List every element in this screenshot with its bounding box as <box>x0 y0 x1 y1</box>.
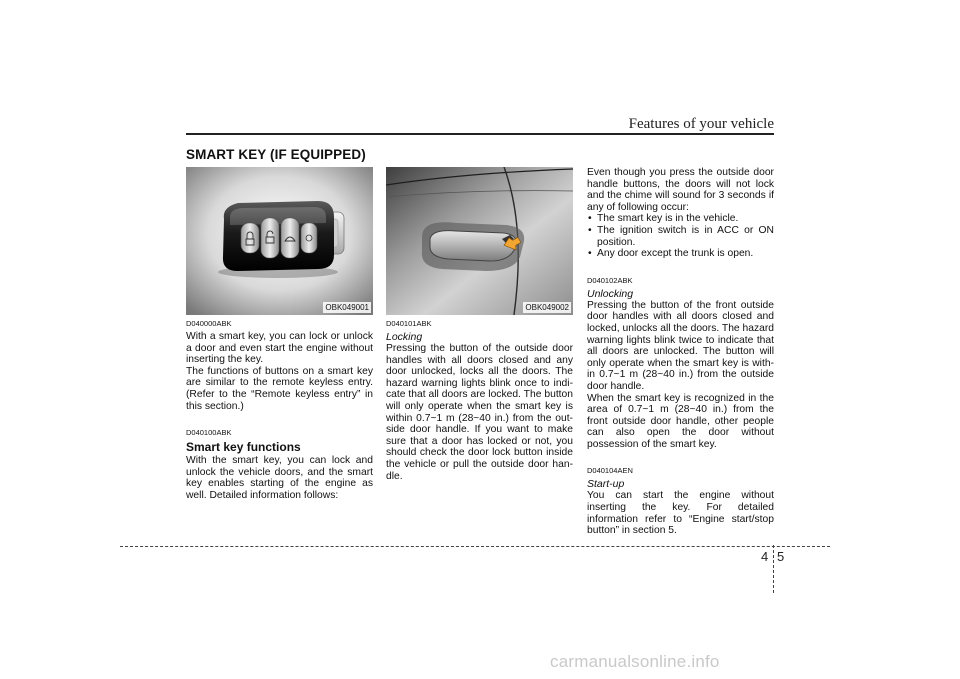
section-title: SMART KEY (IF EQUIPPED) <box>186 147 366 162</box>
ref-code: D040100ABK <box>186 428 232 438</box>
conditions-list <box>587 213 774 259</box>
ref-code: D040104AEN <box>587 466 633 476</box>
column-2 <box>386 167 573 482</box>
intro-paragraph: With a smart key, you can lock or unlock a door and even start the engine without inserting the key. <box>186 331 373 366</box>
smart-key-functions-heading: Smart key functions <box>186 440 301 455</box>
start-up-heading: Start-up <box>587 478 625 491</box>
ref-code: D040000ABK <box>186 319 232 328</box>
locking-paragraph: Pressing the button of the outside door handles with all doors closed and any door unlocked, locks all the doors. The hazard warning lights blink once to indi-cate that all doors are locked. The button will only operate when the smart key is within 0.7~1 m (28~40 in.) from the out-side door handle. If you want to make sure that a door has locked or not, you should check the door lock button inside the vehicle or pull the outside door han-dle. <box>386 343 573 482</box>
conditions-intro: Even though you press the outside door handle buttons, the doors will not lock and the chime will sound for 3 seconds if any of following occur: <box>587 167 774 213</box>
start-up-paragraph: You can start the engine without inserting the key. For detailed information refer to “Engine start/stop button” in section 5. <box>587 490 774 537</box>
header-rule <box>186 133 774 135</box>
chapter-number: 4 <box>761 549 769 564</box>
list-item: • Any door except the trunk is open. <box>587 248 774 260</box>
functions-paragraph: The functions of buttons on a smart key are similar to the remote keyless entry. (Refer to the “Remote keyless entry” in this section.) <box>186 365 373 412</box>
unlocking-note-paragraph: When the smart key is recognized in the area of 0.7~1 m (28~40 in.) from the front outside door handle, other people can also open the door without possession of the smart key. <box>587 392 774 450</box>
list-item: • The smart key is in the vehicle. <box>587 213 774 225</box>
door-handle-illustration <box>386 167 573 315</box>
column-3 <box>587 167 774 537</box>
smart-key-illustration <box>186 167 373 315</box>
unlocking-heading: Unlocking <box>587 287 634 300</box>
figure-label-1: OBK049001 <box>325 303 369 312</box>
ref-code: D040102ABK <box>587 275 633 285</box>
door-handle-figure <box>386 167 573 315</box>
column-1 <box>186 167 373 502</box>
unlocking-paragraph: Pressing the button of the front outside door handles with all doors closed and locked, unlocks all the doors. The hazard warning lights blink twice to indicate that all doors are unlocked. The button will only operate when the smart key is with-in 0.7~1 m (28~40 in.) from the outside door handle. <box>587 299 774 392</box>
smart-key-figure <box>186 167 373 315</box>
list-item: • The ignition switch is in ACC or ON position. <box>587 225 774 248</box>
ref-code: D040101ABK <box>386 319 432 328</box>
locking-heading: Locking <box>386 331 423 343</box>
footer-vertical-divider <box>773 545 774 593</box>
header-title: Features of your vehicle <box>628 116 774 132</box>
watermark: carmanualsonline.info <box>550 652 720 671</box>
figure-label-2: OBK049002 <box>525 303 569 312</box>
page-number: 5 <box>777 549 785 564</box>
smart-key-functions-paragraph: With the smart key, you can lock and unlock the vehicle doors, and the smart key enables starting of the engine as well. Detailed information follows: <box>186 455 373 501</box>
footer-divider <box>120 546 830 547</box>
